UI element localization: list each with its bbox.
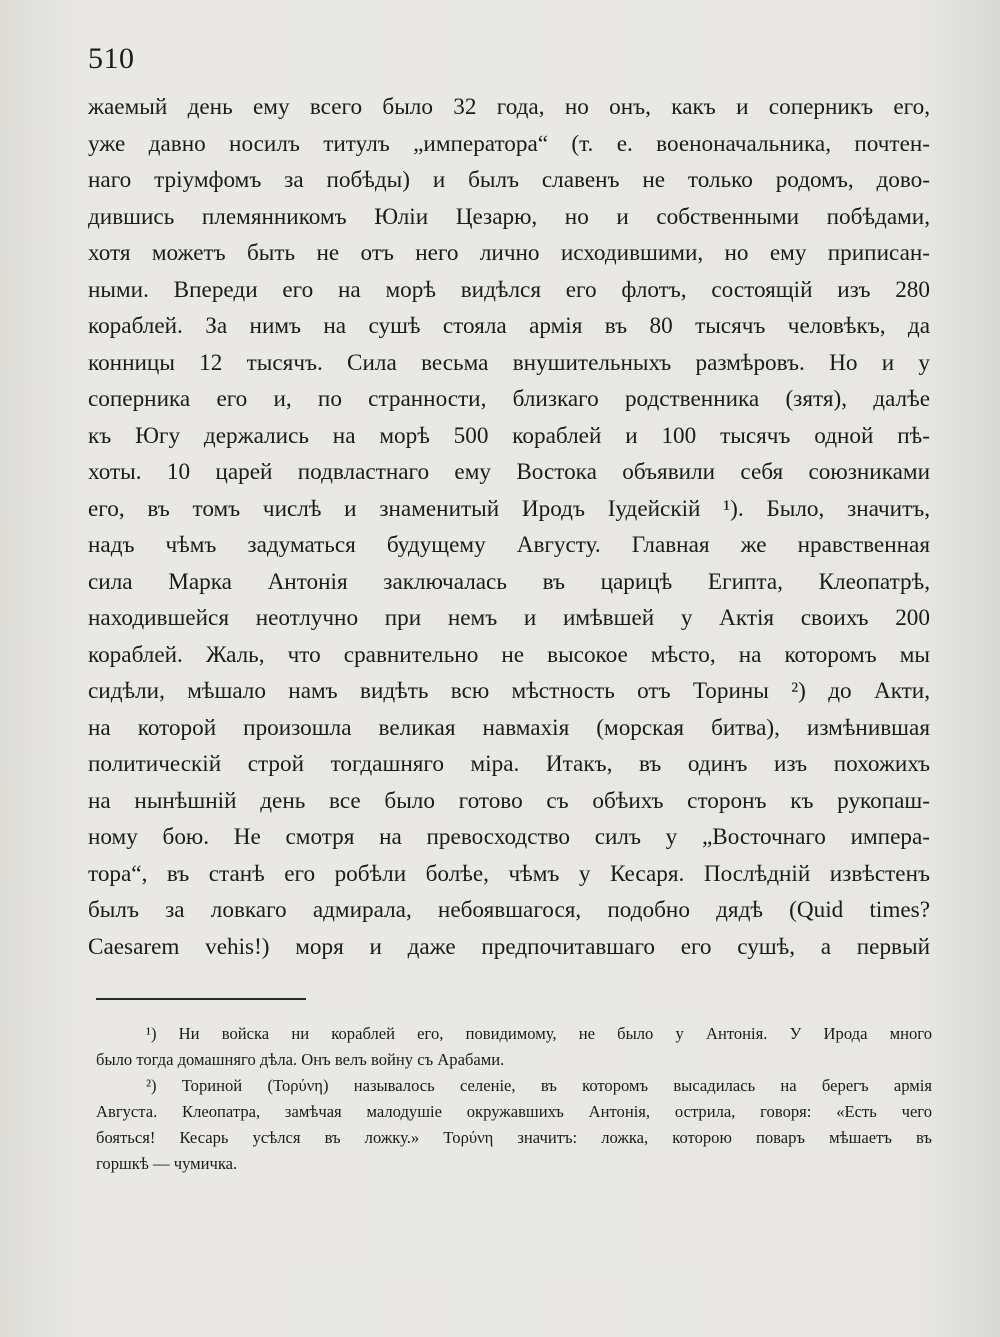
body-line: надъ чѣмъ задуматься будущему Августу. Главная же нравственная [88,532,930,558]
body-line: хотя можетъ быть не отъ него лично исходившими, но ему приписан- [88,240,930,266]
body-line: ному бою. Не смотря на превосходство силъ у „Восточнаго импера- [88,824,930,850]
footnote-separator [96,998,306,1000]
body-line: тора“, въ станѣ его робѣли болѣе, чѣмъ у Кесаря. Послѣдній извѣстенъ [88,860,930,887]
footnote-line: горшкѣ — чумичка. [96,1154,238,1173]
body-line: его, въ томъ числѣ и знаменитый Иродъ Іудейскій ¹). Было, значитъ, [88,495,930,522]
body-line: наго тріумфомъ за побѣды) и былъ славенъ не только родомъ, дово- [88,167,930,193]
body-line: ными. Впереди его на морѣ видѣлся его флотъ, состоящій изъ 280 [88,276,930,303]
footnote-line: Августа. Клеопатра, замѣчая малодушіе окружавшихъ Антонія, острила, говоря: «Есть чего [96,1102,932,1121]
footnote-line: ¹) Ни войска ни кораблей его, повидимому, не было у Антонія. У Ирода много [146,1024,932,1043]
body-line: находившейся неотлучно при немъ и имѣвшей у Актія своихъ 200 [88,605,930,631]
body-line: на нынѣшній день все было готово съ обѣихъ сторонъ къ рукопаш- [88,787,930,814]
body-line: политическій строй тогдашняго міра. Итакъ, въ одинъ изъ похожихъ [88,751,930,777]
body-line: кораблей. За нимъ на сушѣ стояла армія въ 80 тысячъ человѣкъ, да [88,313,930,339]
body-line: уже давно носилъ титулъ „императора“ (т. е. военоначальника, почтен- [88,130,930,157]
footnote-line: ²) Ториной (Τορύνη) называлось селеніе, въ которомъ высадилась на берегъ армія [146,1076,932,1095]
footnote-line: было тогда домашняго дѣла. Онъ велъ войну съ Арабами. [96,1050,505,1069]
body-line: жаемый день ему всего было 32 года, но онъ, какъ и соперникъ его, [88,94,930,120]
body-line: кораблей. Жаль, что сравнительно не высокое мѣсто, на которомъ мы [88,641,930,668]
body-line: Caesarem vehis!) моря и даже предпочитавшаго его сушѣ, а первый [88,933,930,960]
body-line: соперника его и, по странности, близкаго родственника (зятя), далѣе [88,386,930,412]
footnotes [96,1021,932,1177]
body-line: къ Югу держались на морѣ 500 кораблей и 100 тысячъ одной пѣ- [88,422,930,449]
body-line: конницы 12 тысячъ. Сила весьма внушительныхъ размѣровъ. Но и у [88,349,930,376]
body-line: на которой произошла великая навмахія (морская битва), измѣнившая [88,714,930,741]
body-line: хоты. 10 царей подвластнаго ему Востока объявили себя союзниками [88,459,930,485]
page-number: 510 [88,42,135,75]
body-line: былъ за ловкаго адмирала, небоявшагося, подобно дядѣ (Quid times? [88,897,930,923]
footnote-line: бояться! Кесарь усѣлся въ ложку.» Τορύνη значитъ: ложка, которою поваръ мѣшаетъ въ [96,1128,932,1147]
body-line: дившись племянникомъ Юліи Цезарю, но и собственными побѣдами, [88,203,930,230]
body-line: сила Марка Антонія заключалась въ царицѣ Египта, Клеопатрѣ, [88,568,930,595]
main-text [88,89,930,965]
body-line: сидѣли, мѣшало намъ видѣть всю мѣстность отъ Торины ²) до Акти, [88,678,930,704]
